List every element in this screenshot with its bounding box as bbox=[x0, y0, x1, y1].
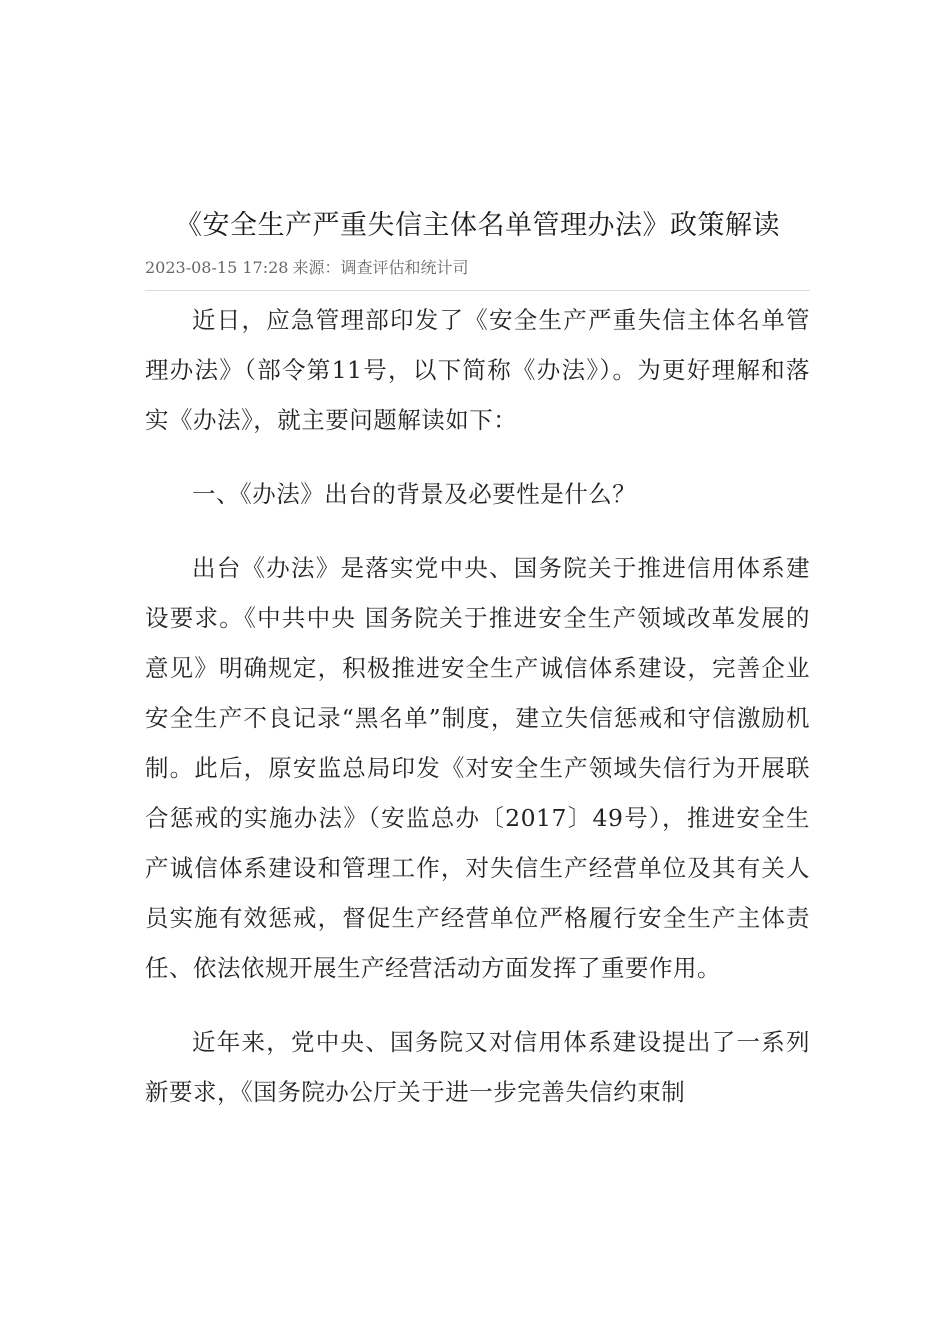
publish-date: 2023-08-15 17:28 bbox=[145, 258, 289, 277]
article-title: 《安全生产严重失信主体名单管理办法》政策解读 bbox=[175, 210, 780, 241]
article bbox=[145, 200, 810, 1141]
section-heading: 一、《办法》出台的背景及必要性是什么？ bbox=[192, 480, 637, 508]
paragraph-recent: 近年来，党中央、国务院又对信用体系建设提出了一系列新要求，《国务院办公厅关于进一步完善失信约束制 bbox=[145, 1028, 810, 1106]
article-source: 来源：调查评估和统计司 bbox=[292, 258, 469, 277]
paragraph-background: 出台《办法》是落实党中央、国务院关于推进信用体系建设要求。《中共中央 国务院关于推进安全生产领域改革发展的意见》明确规定，积极推进安全生产诚信体系建设，完善企业安全生产不良记录“黑名单”制度，建立失信惩戒和守信激励机制。此后，原安监总局印发《对安全生产领域失信行为开展联合惩戒的实施办法》（安监总办〔2017〕49号），推进安全生产诚信体系建设和管理工作，对失信生产经营单位及其有关人员实施有效惩戒，督促生产经营单位严格履行安全生产主体责任、依法依规开展生产经营活动方面发挥了重要作用。 bbox=[145, 554, 810, 982]
article-meta bbox=[145, 254, 810, 291]
paragraph-intro: 近日，应急管理部印发了《安全生产严重失信主体名单管理办法》（部令第11号，以下简称《办法》）。为更好理解和落实《办法》，就主要问题解读如下： bbox=[145, 306, 810, 434]
article-body bbox=[145, 295, 810, 1117]
